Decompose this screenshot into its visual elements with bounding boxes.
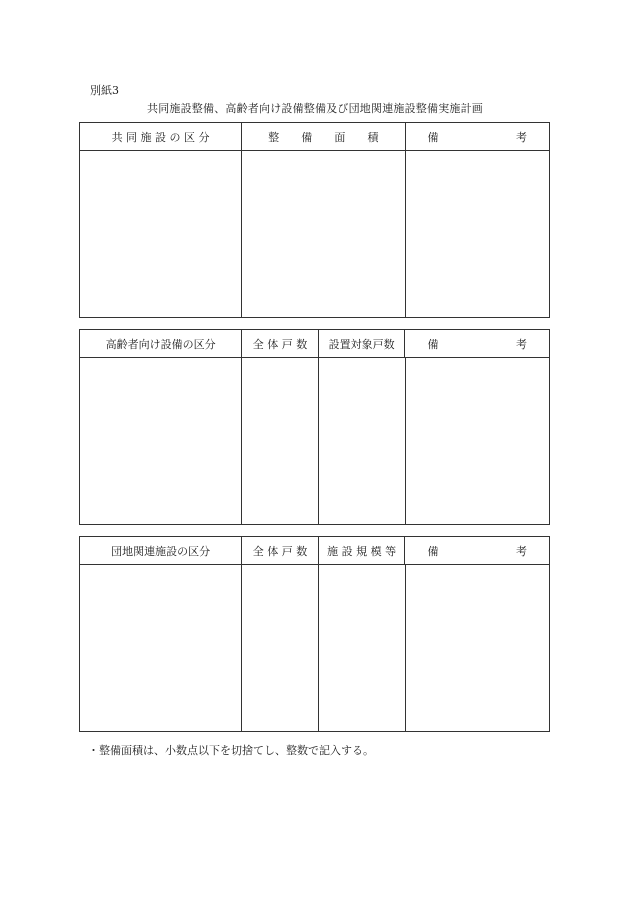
header-facility-category: 共 同 施 設 の 区 分 (80, 123, 242, 150)
cell-remarks[interactable] (406, 565, 549, 731)
header-related-facility-category: 団地関連施設の区分 (80, 537, 242, 564)
cell-facility-scale[interactable] (319, 565, 406, 731)
elderly-equipment-table (79, 329, 550, 525)
table-body (80, 565, 549, 731)
estate-related-facility-table (79, 536, 550, 732)
cell-remarks[interactable] (406, 151, 549, 317)
attachment-label: 別紙3 (90, 84, 119, 97)
cell-area[interactable] (242, 151, 405, 317)
table-body (80, 151, 549, 317)
cell-equipment-category[interactable] (80, 358, 242, 524)
cell-related-facility-category[interactable] (80, 565, 242, 731)
page-title: 共同施設整備、高齢者向け設備整備及び団地関連施設整備実施計画 (147, 102, 483, 115)
footnote: ・整備面積は、小数点以下を切捨てし、整数で記入する。 (88, 744, 374, 757)
cell-facility-category[interactable] (80, 151, 242, 317)
header-target-units: 設置対象戸数 (319, 330, 406, 357)
header-total-units: 全 体 戸 数 (242, 537, 319, 564)
header-remarks: 備 考 (427, 130, 527, 144)
cell-target-units[interactable] (319, 358, 406, 524)
cell-total-units[interactable] (242, 358, 319, 524)
table-header (80, 123, 549, 151)
header-remarks: 備 考 (427, 337, 527, 351)
cell-total-units[interactable] (242, 565, 319, 731)
cell-remarks[interactable] (406, 358, 549, 524)
table-header (80, 537, 549, 565)
common-facility-table (79, 122, 550, 318)
table-header (80, 330, 549, 358)
header-facility-scale: 施 設 規 模 等 (319, 537, 406, 564)
header-remarks: 備 考 (427, 544, 527, 558)
table-body (80, 358, 549, 524)
header-equipment-category: 高齢者向け設備の区分 (80, 330, 242, 357)
header-total-units: 全 体 戸 数 (242, 330, 319, 357)
header-area: 整 備 面 積 (242, 123, 405, 150)
